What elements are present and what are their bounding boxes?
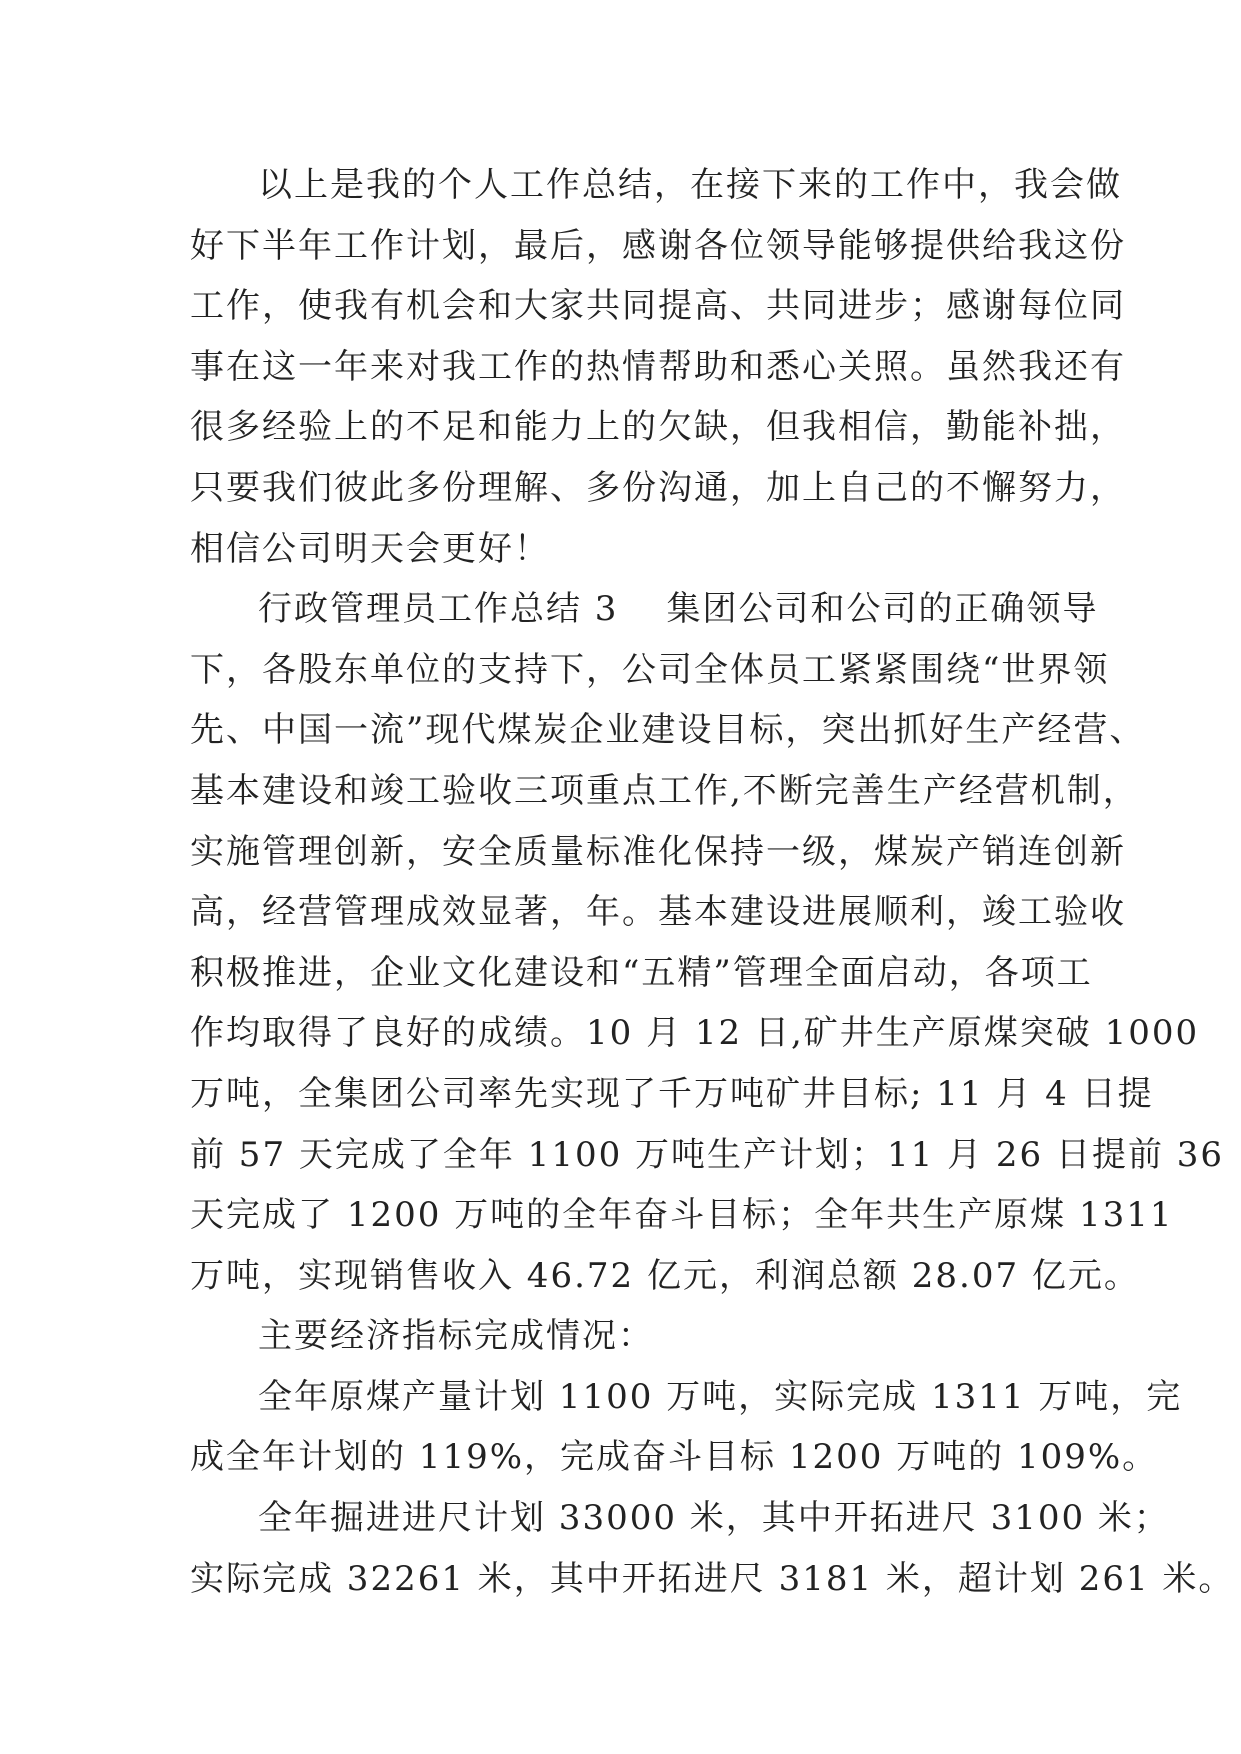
paragraph-tunneling bbox=[190, 1488, 1235, 1609]
text-line: 成全年计划的 119%，完成奋斗目标 1200 万吨的 109%。 bbox=[190, 1437, 1159, 1478]
text-line: 工作，使我有机会和大家共同提高、共同进步；感谢每位同 bbox=[190, 286, 1126, 327]
text-line: 相信公司明天会更好！ bbox=[190, 528, 550, 569]
text-line: 事在这一年来对我工作的热情帮助和悉心关照。虽然我还有 bbox=[190, 346, 1126, 387]
text-line: 基本建设和竣工验收三项重点工作,不断完善生产经营机制， bbox=[190, 770, 1139, 811]
text-line: 主要经济指标完成情况： bbox=[258, 1316, 654, 1357]
paragraph-summary-3 bbox=[190, 579, 1225, 1306]
text-line: 全年原煤产量计划 1100 万吨，实际完成 1311 万吨，完 bbox=[258, 1376, 1183, 1417]
text-line: 好下半年工作计划，最后，感谢各位领导能够提供给我这份 bbox=[190, 225, 1126, 266]
section-heading: 行政管理员工作总结 3 bbox=[258, 589, 619, 630]
paragraph-coal-output bbox=[190, 1367, 1183, 1488]
text-line: 以上是我的个人工作总结，在接下来的工作中，我会做 bbox=[258, 165, 1122, 205]
text-line: 天完成了 1200 万吨的全年奋斗目标；全年共生产原煤 1311 bbox=[190, 1195, 1174, 1236]
paragraph-closing-remarks bbox=[190, 155, 1126, 579]
text-line: 作均取得了良好的成绩。10 月 12 日,矿井生产原煤突破 1000 bbox=[190, 1013, 1200, 1054]
text-line: 全年掘进进尺计划 33000 米，其中开拓进尺 3100 米； bbox=[258, 1498, 1170, 1539]
text-line: 高，经营管理成效显著，年。基本建设进展顺利，竣工验收 bbox=[190, 892, 1126, 933]
text-line bbox=[190, 579, 1099, 640]
text-line: 积极推进，企业文化建设和“五精”管理全面启动，各项工 bbox=[190, 952, 1093, 993]
text-line: 前 57 天完成了全年 1100 万吨生产计划；11 月 26 日提前 36 bbox=[190, 1134, 1225, 1175]
text-line: 先、中国一流”现代煤炭企业建设目标，突出抓好生产经营、 bbox=[190, 710, 1146, 751]
paragraph-indicators-heading bbox=[190, 1306, 1060, 1367]
text-line: 很多经验上的不足和能力上的欠缺，但我相信，勤能补拙， bbox=[190, 407, 1126, 448]
text-line: 万吨，实现销售收入 46.72 亿元，利润总额 28.07 亿元。 bbox=[190, 1255, 1140, 1296]
text-line: 实施管理创新，安全质量标准化保持一级，煤炭产销连创新 bbox=[190, 831, 1126, 872]
text-line: 实际完成 32261 米，其中开拓进尺 3181 米，超计划 261 米。 bbox=[190, 1558, 1235, 1599]
text-line: 下，各股东单位的支持下，公司全体员工紧紧围绕“世界领 bbox=[190, 649, 1110, 690]
heading-line-rest: 集团公司和公司的正确领导 bbox=[666, 589, 1099, 630]
document-body bbox=[190, 155, 1235, 1609]
text-line: 万吨，全集团公司率先实现了千万吨矿井目标; 11 月 4 日提 bbox=[190, 1073, 1154, 1114]
text-line: 只要我们彼此多份理解、多份沟通，加上自己的不懈努力， bbox=[190, 467, 1126, 508]
